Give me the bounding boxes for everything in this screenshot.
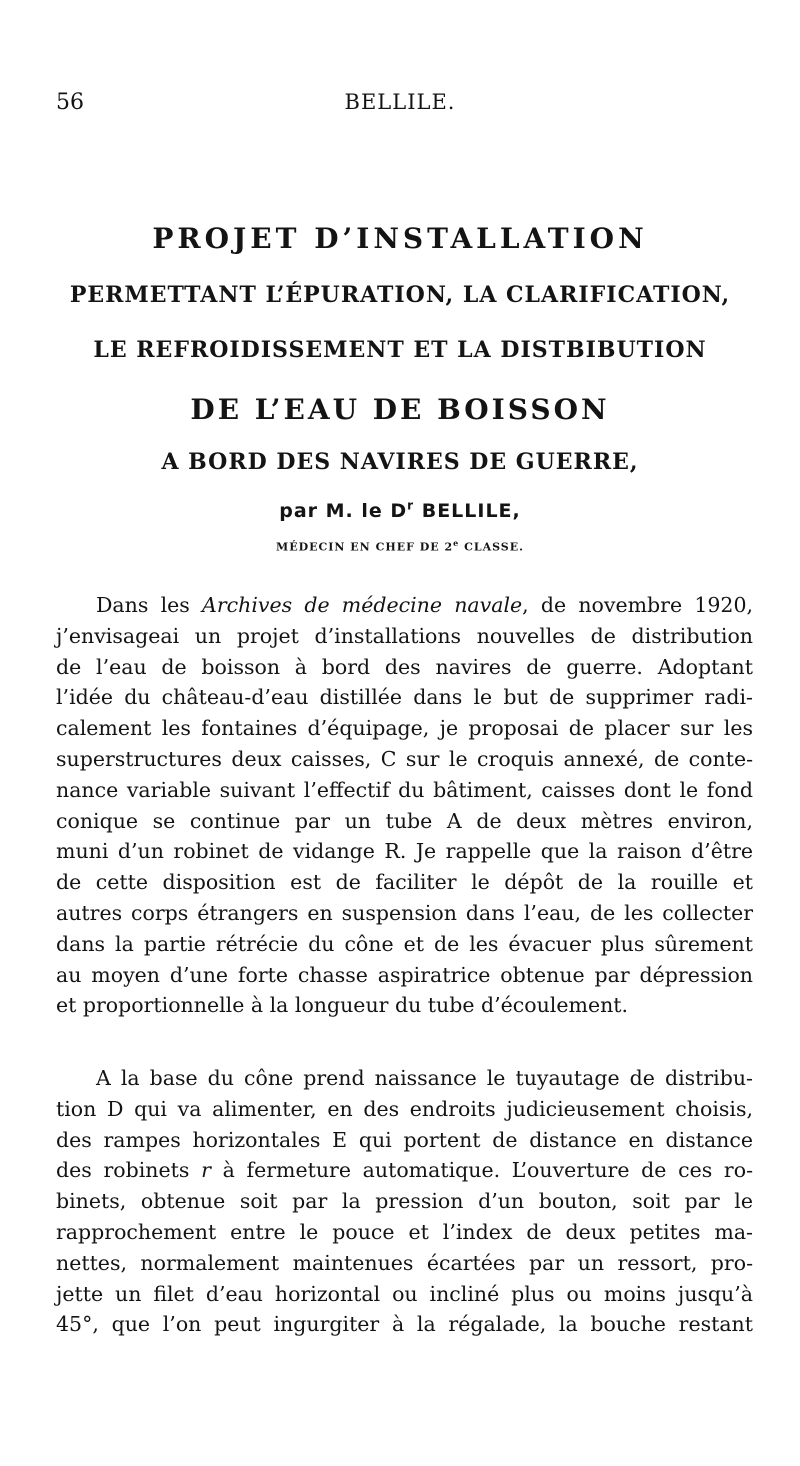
text-line: 45°, que l’on peut ingurgiter à la régalade, la bouche restant <box>56 1312 753 1337</box>
text-line: nettes, normalement maintenues écartées par un ressort, pro- <box>56 1250 753 1275</box>
byline-sup: r <box>407 499 415 513</box>
text-fragment: à fermeture automatique. L’ouverture de ces ro- <box>210 1158 753 1183</box>
text-line <box>56 590 753 621</box>
byline-prefix: par M. le D <box>279 500 408 523</box>
text-line: tion D qui va alimenter, en des endroits judicieusement choisis, <box>56 1096 753 1121</box>
running-head: BELLILE. <box>344 90 456 114</box>
text-line: A la base du cône prend naissance le tuyautage de distribu- <box>96 1066 753 1090</box>
byline-name: BELLILE, <box>414 500 521 523</box>
text-fragment: des robinets <box>56 1158 202 1183</box>
page-number: 56 <box>56 90 84 115</box>
text-line: des rampes horizontales E qui portent de distance en distance <box>56 1127 753 1152</box>
text-fragment: , de novembre 1920, <box>522 593 754 617</box>
text-line: de l’eau de boisson à bord des navires de guerre. Adoptant <box>56 654 753 679</box>
text-line: dans la partie rétrécie du cône et de les évacuer plus sûrement <box>56 931 753 956</box>
text-line: rapprochement entre le pouce et l’index de deux petites ma- <box>56 1219 753 1244</box>
text-fragment: Dans les <box>96 593 203 617</box>
text-line: de cette disposition est de faciliter le dépôt de la rouille et <box>56 870 753 895</box>
text-line: superstructures deux caisses, C sur le croquis annexé, de conte- <box>56 746 753 771</box>
paragraph-1 <box>56 590 753 1021</box>
paragraph-2 <box>56 1063 753 1340</box>
text-line <box>56 1155 753 1186</box>
text-line: conique se continue par un tube A de deux mètres environ, <box>56 808 753 833</box>
rank-sup: e <box>453 538 460 548</box>
text-line: au moyen d’une forte chasse aspiratrice obtenue par dépression <box>56 962 753 987</box>
rank-suffix: CLASSE. <box>459 540 524 554</box>
article-title-line-3: LE REFROIDISSEMENT ET LA DISTBIBUTION <box>93 337 707 363</box>
text-line: l’idée du château-d’eau distillée dans le but de supprimer radi- <box>56 685 753 710</box>
journal-title-italic: Archives de médecine navale <box>202 593 523 617</box>
text-line: muni d’un robinet de vidange R. Je rappelle que la raison d’être <box>56 839 753 864</box>
text-line: autres corps étrangers en suspension dans l’eau, de les collecter <box>56 900 753 925</box>
italic-letter: r <box>201 1158 211 1183</box>
text-line: calement les fontaines d’équipage, je proposai de placer sur les <box>56 716 753 741</box>
text-line: j’envisageai un projet d’installations nouvelles de distribution <box>56 623 753 648</box>
text-line: binets, obtenue soit par la pression d’un bouton, soit par le <box>56 1189 753 1214</box>
article-title-line-1: PROJET D’INSTALLATION <box>152 222 648 255</box>
article-title-line-2: PERMETTANT L’ÉPURATION, LA CLARIFICATION, <box>69 282 731 308</box>
article-title-line-5: A BORD DES NAVIRES DE GUERRE, <box>161 449 639 475</box>
article-title-line-4: DE L’EAU DE BOISSON <box>190 393 610 426</box>
rank-prefix: MÉDECIN EN CHEF DE 2 <box>276 540 454 554</box>
text-line: jette un filet d’eau horizontal ou incliné plus ou moins jusqu’à <box>56 1281 753 1306</box>
author-rank <box>0 538 800 554</box>
text-line: nance variable suivant l’effectif du bâtiment, caisses dont le fond <box>56 777 753 802</box>
author-byline <box>0 499 800 522</box>
text-line: et proportionnelle à la longueur du tube d’écoulement. <box>56 993 629 1018</box>
